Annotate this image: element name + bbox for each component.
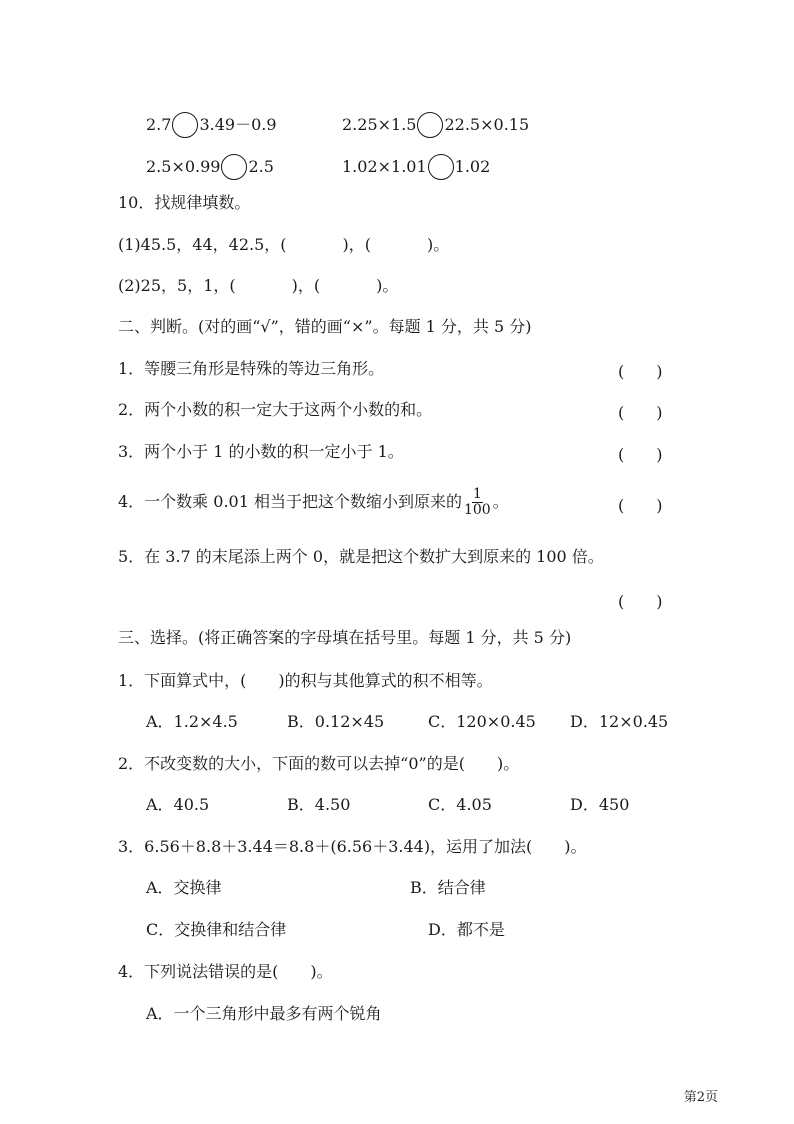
judge-item-5: 5．在 3.7 的末尾添上两个 0，就是把这个数扩大到原来的 100 倍。	[118, 547, 604, 566]
compare-left-expr: 1.02×1.01	[342, 157, 427, 176]
judge-item-2: 2．两个小数的积一定大于这两个小数的和。	[118, 400, 433, 419]
answer-paren[interactable]: ( )	[618, 445, 663, 464]
judge-item-4-end: 。	[492, 492, 509, 511]
compare-right-expr: 1.02	[454, 157, 491, 176]
judge-item-3: 3．两个小于 1 的小数的积一定小于 1。	[118, 442, 404, 461]
compare-left-expr: 2.25×1.5	[342, 115, 417, 134]
choice-q3-option-b[interactable]: B．结合律	[410, 878, 486, 897]
q10-sub2-mid: )，(	[291, 276, 321, 295]
compare-circle[interactable]	[221, 154, 247, 180]
q10-sub2-prefix: (2)25，5，1，(	[118, 276, 236, 295]
choice-q1-option-b[interactable]: B．0.12×45	[287, 712, 385, 731]
compare-row2-left	[146, 154, 274, 180]
q10-sub2	[118, 276, 398, 296]
choice-q2-option-c[interactable]: C．4.05	[428, 795, 492, 814]
choice-q2-option-d[interactable]: D．450	[570, 795, 630, 814]
choice-q3-option-d[interactable]: D．都不是	[428, 920, 505, 939]
choice-q2-option-b[interactable]: B．4.50	[287, 795, 351, 814]
choice-q2-stem: 2．不改变数的大小，下面的数可以去掉“0”的是( )。	[118, 754, 520, 773]
q10-sub1	[118, 235, 449, 255]
compare-row1-left	[146, 112, 277, 138]
q10-sub1-prefix: (1)45.5，44，42.5，(	[118, 235, 287, 254]
compare-circle[interactable]	[172, 112, 198, 138]
compare-right-expr: 3.49－0.9	[199, 115, 277, 134]
compare-left-expr: 2.5×0.99	[146, 157, 221, 176]
section3-title: 三、选择。(将正确答案的字母填在括号里。每题 1 分，共 5 分)	[118, 628, 572, 647]
compare-circle[interactable]	[417, 112, 443, 138]
q10-sub1-end: )。	[427, 235, 450, 254]
compare-row1-right	[342, 112, 529, 138]
compare-right-expr: 22.5×0.15	[444, 115, 530, 134]
section2-title: 二、判断。(对的画“√”，错的画“×”。每题 1 分，共 5 分)	[118, 317, 532, 336]
compare-row2-right	[342, 154, 490, 180]
choice-q2-option-a[interactable]: A．40.5	[146, 795, 210, 814]
page-number: 第2页	[683, 1090, 718, 1105]
choice-q1-stem: 1．下面算式中，( )的积与其他算式的积不相等。	[118, 671, 493, 690]
compare-right-expr: 2.5	[248, 157, 274, 176]
choice-q4-option-a[interactable]: A．一个三角形中最多有两个锐角	[146, 1004, 382, 1023]
judge-item-1: 1．等腰三角形是特殊的等边三角形。	[118, 359, 385, 378]
fraction-denominator: 100	[463, 502, 491, 518]
choice-q1-option-d[interactable]: D．12×0.45	[570, 712, 669, 731]
fraction-numerator: 1	[472, 486, 482, 502]
choice-q3-stem: 3．6.56＋8.8＋3.44＝8.8＋(6.56＋3.44)，运用了加法( )。	[118, 837, 587, 856]
judge-item-4	[118, 484, 509, 520]
answer-paren[interactable]: ( )	[618, 362, 663, 381]
answer-paren[interactable]: ( )	[618, 592, 663, 611]
q10-title: 10．找规律填数。	[118, 193, 251, 212]
choice-q1-option-c[interactable]: C．120×0.45	[428, 712, 536, 731]
choice-q3-option-c[interactable]: C．交换律和结合律	[146, 920, 287, 939]
compare-circle[interactable]	[428, 154, 454, 180]
judge-item-4-text: 4．一个数乘 0.01 相当于把这个数缩小到原来的	[118, 492, 462, 511]
choice-q3-option-a[interactable]: A．交换律	[146, 878, 222, 897]
fraction	[464, 487, 491, 518]
q10-sub2-end: )。	[376, 276, 399, 295]
q10-sub1-mid: )，(	[342, 235, 372, 254]
answer-paren[interactable]: ( )	[618, 496, 663, 515]
choice-q4-stem: 4．下列说法错误的是( )。	[118, 962, 333, 981]
compare-left-expr: 2.7	[146, 115, 172, 134]
choice-q1-option-a[interactable]: A．1.2×4.5	[146, 712, 238, 731]
answer-paren[interactable]: ( )	[618, 403, 663, 422]
